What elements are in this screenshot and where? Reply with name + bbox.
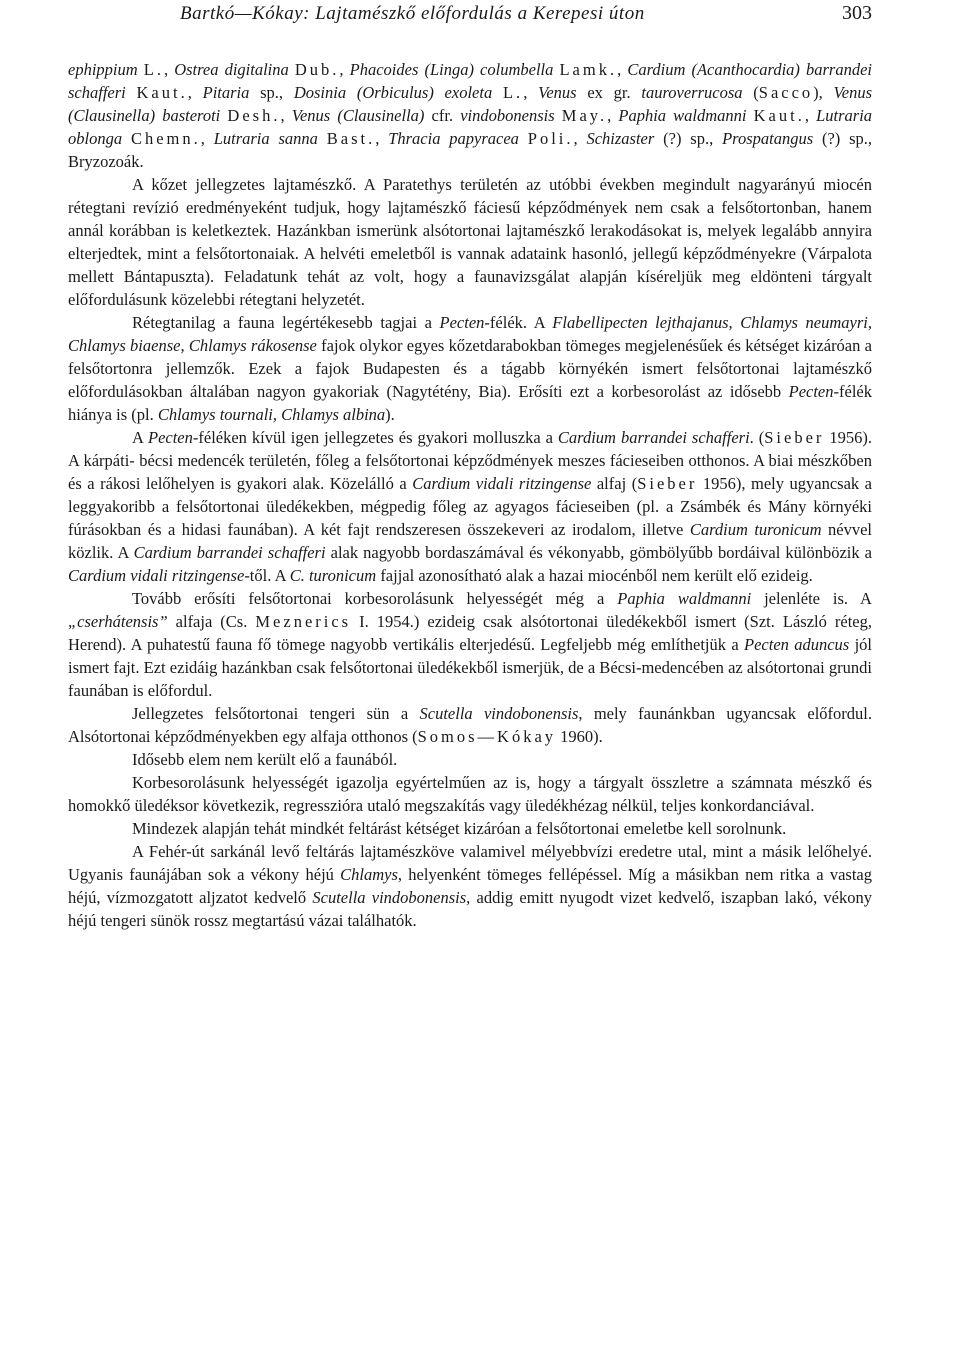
text-run: 1956), mely ugyancsak a leggyakoribb a felsőtortonai üledékekben, mégpedig főleg az agyagos fácieseiben (pl. a Zsámbék és Mány környéki fúrásokban és a hidasi faunában). A két fajt rendszeresen összekeveri az irodalom, illetve <box>68 474 872 539</box>
text-run: , <box>523 83 539 102</box>
text-run: A kőzet jellegzetes lajtamészkő. A Paratethys területén az utóbbi években megindult nagyarányú miocén rétegtani revízió eredményeként tudjuk, hogy lajtamészkő fáciesű képződmények nem csak a felsőtortonban, hanem annál korábban is keletkeztek. Hazánkban ismerünk alsótortonai lajtamészkő lerakodásokat is, melyek legalább annyira elterjedtek, mint a felsőtortonaiak. A helvéti emeletből is vannak adataink hasonló, jellegű képződményekre (Várpalota mellett Bántapuszta). Feladatunk tehát az volt, hogy a faunavizsgálat alapján kíséreljük meg eldönteni tárgyalt előfordulásunk közelebbi rétegtani helyzetét. <box>68 175 872 309</box>
italic-term: Cardium barrandei schafferi <box>133 543 326 562</box>
author-name: Kaut. <box>136 83 188 102</box>
italic-term: Dosinia (Orbiculus) exoleta <box>293 83 493 102</box>
author-name: Sacco <box>758 83 814 102</box>
text-run: , <box>617 60 628 79</box>
paragraph <box>68 771 872 817</box>
text-run: , <box>607 106 619 125</box>
text-run: jelenléte is. A <box>751 589 872 608</box>
text-run: , addig emitt nyugodt vizet kedvelő, iszapban lakó, vékony héjú tengeri sünök rossz megtartású vázai találhatók. <box>68 888 873 930</box>
italic-term: Pecten <box>788 382 834 401</box>
text-run: jól ismert fajt. Ezt ezidáig hazánkban csak felsőtortonai üledékekből ismerjük, de a Bécsi-medencében az alsótortonai grundi faunában is előfordul. <box>68 635 872 700</box>
text-run <box>318 129 327 148</box>
text-run: , helyenként tömeges fellépéssel. Míg a másikban nem ritka a vastag héjú, vízmozgatott aljzatot kedvelő <box>68 865 872 907</box>
text-run: . ( <box>749 428 765 447</box>
italic-term: ephippium <box>68 60 138 79</box>
paragraph <box>68 840 872 932</box>
text-run: , <box>339 60 350 79</box>
text-run: -félék. A <box>484 313 553 332</box>
italic-term: Cardium barrandei schafferi <box>557 428 750 447</box>
paragraph <box>68 817 872 840</box>
text-run: , mely faunánkban ugyancsak előfordul. Alsótortonai képződményekben egy alfaja otthonos ( <box>68 704 872 746</box>
author-name: Bast. <box>326 129 376 148</box>
page-number: 303 <box>842 2 872 24</box>
paragraph <box>68 173 872 311</box>
text-run: alfaja (Cs. <box>167 612 256 631</box>
text-run: Idősebb elem nem került elő a faunából. <box>132 750 398 769</box>
italic-term: Cardium vidali ritzingense <box>412 474 592 493</box>
text-run: alfaj ( <box>591 474 638 493</box>
author-name: Poli. <box>527 129 574 148</box>
italic-term: Lutraria oblonga <box>68 106 873 148</box>
text-run: I. 1954.) ezideig csak alsótortonai üledékekből ismert (Szt. László réteg, Herend). A puhatestű fauna fő tömege nagyobb vertikális elterjedésű. Legfeljebb még említhetjük a <box>68 612 873 654</box>
italic-term: Venus (Clausinella) <box>291 106 425 125</box>
text-run: 1956). A kárpáti- bécsi medencék területén, főleg a felsőtortonai képződmények meszes fácieseiben otthonos. A biai mészkőben és a rákosi lelőhelyen is gyakori alak. Közelálló a <box>68 428 872 493</box>
paragraph <box>68 426 872 587</box>
author-name: Chemn. <box>130 129 201 148</box>
paragraph <box>68 702 872 748</box>
author-name: Meznerics <box>255 612 352 631</box>
author-name: Sieber <box>637 474 698 493</box>
author-name: Somos—Kókay <box>417 727 557 746</box>
text-run: , <box>187 83 203 102</box>
text-run: alak nagyobb bordaszámával és vékonyabb, gömbölyűbb bordáival különbözik a <box>325 543 872 562</box>
text-run: ), <box>813 83 834 102</box>
author-name: Kaut. <box>753 106 805 125</box>
italic-term: tauroverrucosa <box>641 83 743 102</box>
text-run: fajjal azonosítható alak a hazai miocénből nem került elő ezideig. <box>376 566 813 585</box>
italic-term: Flabellipecten lejthajanus, Chlamys neumayri, Chlamys biaense, Chlamys rákosense <box>68 313 872 355</box>
italic-term: Cardium turonicum <box>689 520 822 539</box>
italic-term: Paphia waldmanni <box>617 589 752 608</box>
paragraph <box>68 58 872 173</box>
author-name: Lamk. <box>559 60 618 79</box>
author-name: Desh. <box>227 106 281 125</box>
italic-term: Chlamys tournali, Chlamys albina <box>157 405 386 424</box>
italic-term: Chlamys <box>340 865 398 884</box>
text-run: A <box>132 428 148 447</box>
italic-term: Schizaster <box>586 129 655 148</box>
text-run <box>519 129 528 148</box>
text-run: -féléken kívül igen jellegzetes és gyakori molluszka a <box>192 428 558 447</box>
italic-term: vindobonensis <box>460 106 555 125</box>
text-run: cfr. <box>424 106 461 125</box>
text-run: -től. A <box>244 566 290 585</box>
text-run: A Fehér-út sarkánál levő feltárás lajtamészköve valamivel mélyebbvízi eredetre utal, mint a másik lelőhelyé. Ugyanis faunájában sok a vékony héjú <box>68 842 872 884</box>
text-run: (?) sp., Bryzozoák. <box>68 129 873 171</box>
text-run: Tovább erősíti felsőtortonai korbesorolásunk helyességét még a <box>132 589 618 608</box>
italic-term: Cardium (Acanthocardia) barrandei schafferi <box>68 60 873 102</box>
text-run <box>126 83 137 102</box>
text-run: fajok olykor egyes kőzetdarabokban tömeges megjelenésűek és kétséget kizáróan a felsőtortonra jellemzők. Ezek a fajok Budapesten és a tágabb környékén ismert felsőtortonai lajtamészkő előfordulásokban általában nagyon gyakoriak (Nagytétény, Bia). Erősíti ezt a korbesorolást az idősebb <box>68 336 873 401</box>
italic-term: Ostrea digitalina <box>174 60 289 79</box>
italic-term: Pecten <box>439 313 485 332</box>
italic-term: „cserhátensis” <box>68 612 168 631</box>
italic-term: Pecten <box>147 428 193 447</box>
text-run: ( <box>742 83 759 102</box>
text-run <box>122 129 131 148</box>
text-run: 1960). <box>556 727 603 746</box>
author-name: Dub. <box>294 60 340 79</box>
author-name: May. <box>561 106 608 125</box>
author-name: L. <box>143 60 164 79</box>
text-run <box>492 83 503 102</box>
paragraph <box>68 748 872 771</box>
text-run: , <box>804 106 817 125</box>
italic-term: Venus <box>538 83 577 102</box>
italic-term: Scutella vindobonensis <box>312 888 467 907</box>
italic-term: Venus (Clausinella) basteroti <box>68 83 873 125</box>
text-run: sp., <box>249 83 294 102</box>
italic-term: Lutraria sanna <box>213 129 318 148</box>
italic-term: Prospatangus <box>722 129 814 148</box>
text-run: , <box>280 106 292 125</box>
page-header <box>180 2 872 32</box>
paragraph <box>68 587 872 702</box>
italic-term: Thracia papyracea <box>388 129 519 148</box>
text-run: Jellegzetes felsőtortonai tengeri sün a <box>132 704 420 723</box>
italic-term: Pitaria <box>202 83 250 102</box>
text-run <box>555 106 562 125</box>
italic-term: Pecten aduncus <box>744 635 850 654</box>
text-run: ex gr. <box>576 83 642 102</box>
text-run: (?) sp., <box>654 129 723 148</box>
text-run: Mindezek alapján tehát mindkét feltárást kétséget kizáróan a felsőtortonai emeletbe kell sorolnunk. <box>132 819 787 838</box>
text-run: Korbesorolásunk helyességét igazolja egyértelműen az is, hogy a tárgyalt összletre a számnata mészkő és homokkő üledéksor következik, regresszióra utaló megszakítás vagy üledékhézag nélkül, teljes konkordanciával. <box>68 773 872 815</box>
italic-term: Scutella vindobonensis <box>419 704 579 723</box>
text-run: Rétegtanilag a fauna legértékesebb tagjai a <box>132 313 440 332</box>
text-run: névvel közlik. A <box>68 520 873 562</box>
text-run: ). <box>385 405 395 424</box>
italic-term: C. turonicum <box>289 566 377 585</box>
author-name: L. <box>502 83 524 102</box>
text-run: , <box>163 60 175 79</box>
body-text <box>68 58 872 932</box>
running-title: Bartkó—Kókay: Lajtamészkő előfordulás a Kerepesi úton <box>180 3 645 24</box>
text-run: , <box>573 129 587 148</box>
italic-term: Paphia waldmanni <box>618 106 747 125</box>
author-name: Sieber <box>764 428 825 447</box>
italic-term: Phacoides (Linga) columbella <box>349 60 554 79</box>
text-run: , <box>375 129 389 148</box>
text-run: -félék hiánya is (pl. <box>68 382 872 424</box>
italic-term: Cardium vidali ritzingense <box>68 566 245 585</box>
paragraph <box>68 311 872 426</box>
text-run: , <box>200 129 214 148</box>
text-run <box>747 106 754 125</box>
